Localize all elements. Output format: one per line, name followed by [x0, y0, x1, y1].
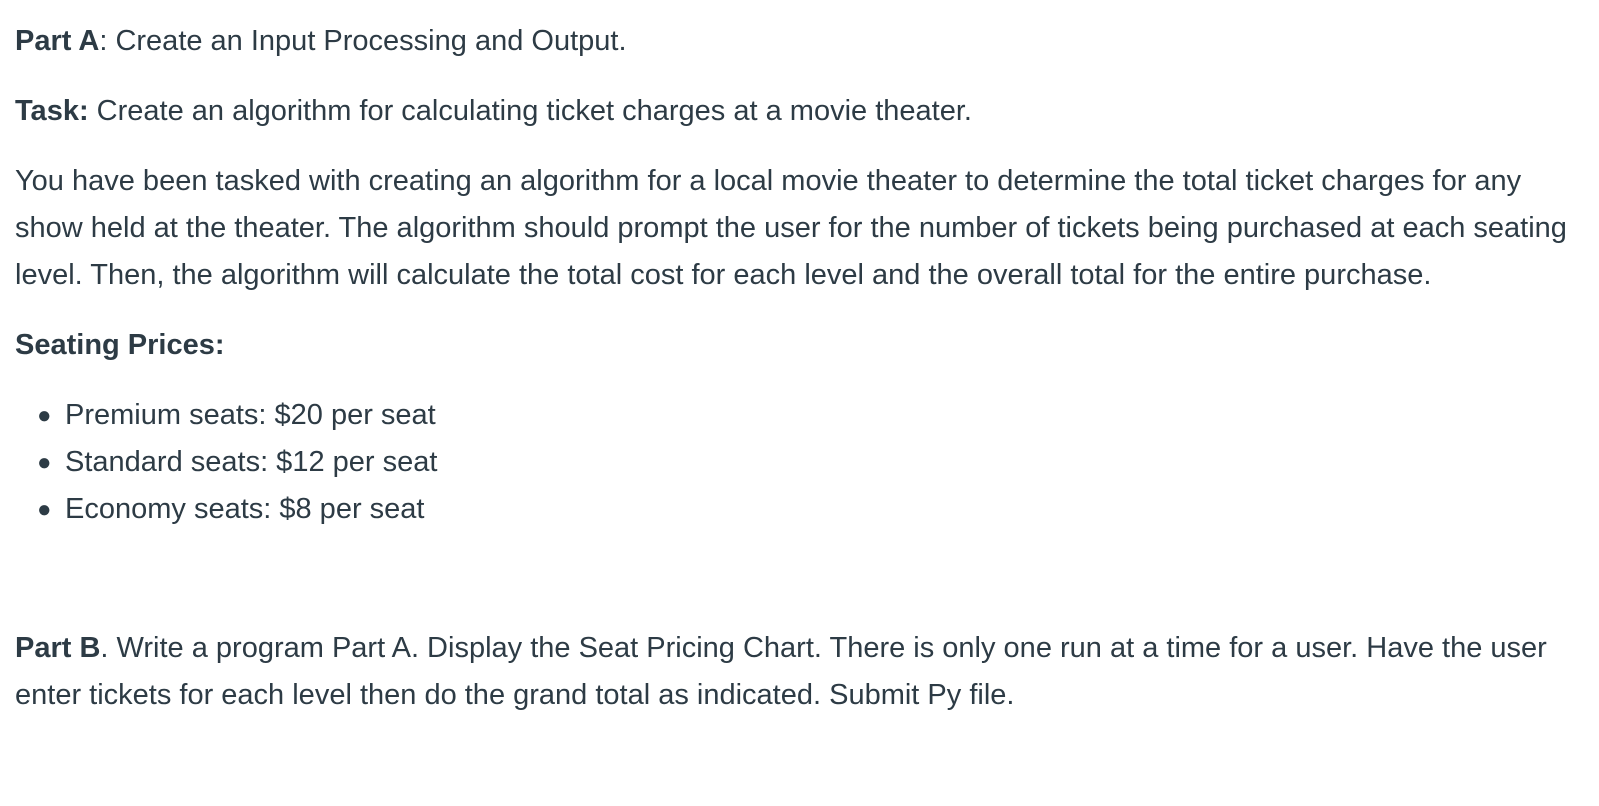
seating-prices-heading: Seating Prices:	[15, 329, 225, 361]
part-b-text: . Write a program Part A. Display the Seat Pricing Chart. There is only one run at a time for a user. Have the user enter tickets for each level then do the grand total as indicated. Submit Py file.	[15, 632, 1547, 711]
part-b-label: Part B	[15, 632, 101, 664]
price-premium: Premium seats: $20 per seat	[65, 399, 436, 431]
bullet-icon: ●	[37, 402, 52, 429]
price-economy: Economy seats: $8 per seat	[65, 493, 425, 525]
list-item	[37, 392, 1585, 439]
task-text: Create an algorithm for calculating ticket charges at a movie theater.	[88, 95, 972, 127]
price-standard: Standard seats: $12 per seat	[65, 446, 438, 478]
bullet-icon: ●	[37, 496, 52, 523]
seating-prices-list	[15, 392, 1585, 533]
part-b-paragraph	[15, 625, 1575, 719]
part-a-label: Part A	[15, 25, 100, 57]
task-paragraph	[15, 88, 1585, 135]
part-a-paragraph	[15, 18, 1585, 65]
task-label: Task:	[15, 95, 89, 127]
list-item	[37, 486, 1585, 533]
bullet-icon: ●	[37, 449, 52, 476]
description-paragraph: You have been tasked with creating an algorithm for a local movie theater to determine the total ticket charges for any show held at the theater. The algorithm should prompt the user for the number of tickets being purchased at each seating level. Then, the algorithm will calculate the total cost for each level and the overall total for the entire purchase.	[15, 165, 1567, 291]
list-item	[37, 439, 1585, 486]
part-a-text: : Create an Input Processing and Output.	[99, 25, 627, 57]
